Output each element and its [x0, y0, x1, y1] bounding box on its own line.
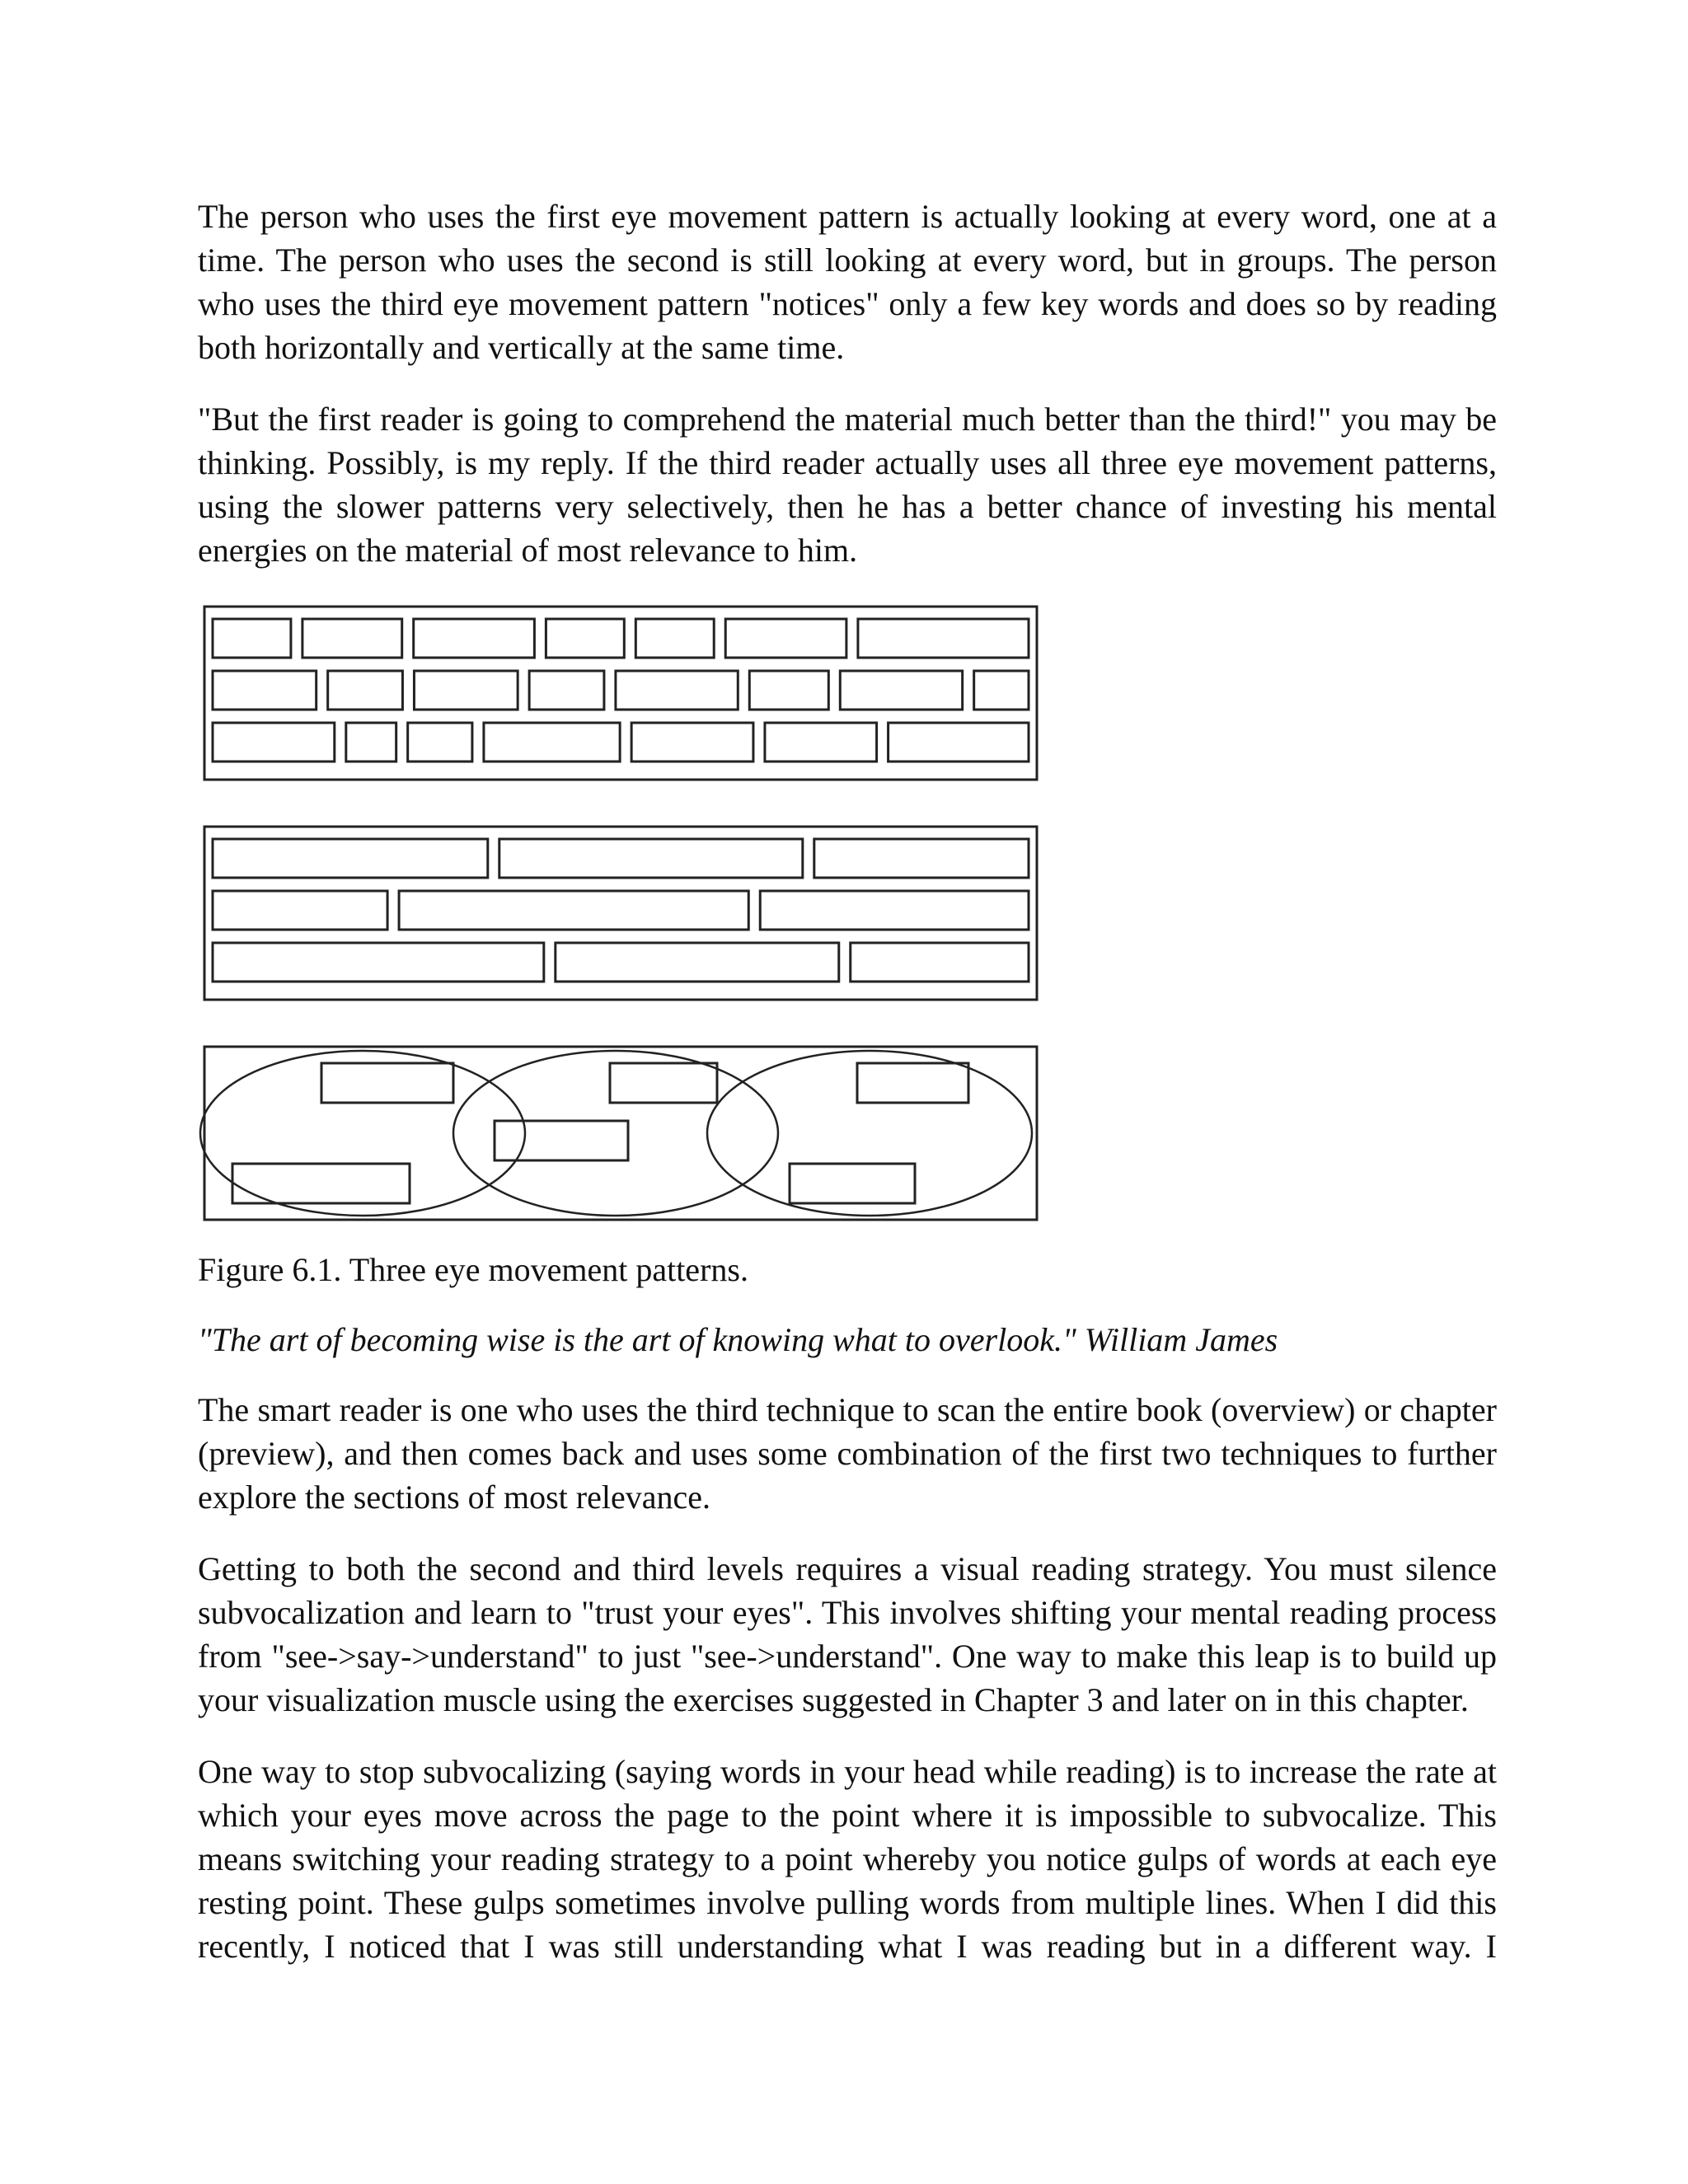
figure-caption: Figure 6.1. Three eye movement patterns. [198, 1251, 748, 1288]
pattern-3-panel [200, 1047, 1037, 1220]
word-box [346, 723, 396, 762]
word-box [889, 723, 1029, 762]
word-box [213, 723, 335, 762]
word-box [546, 619, 624, 658]
fixation-ellipse [707, 1051, 1032, 1216]
document-page [198, 194, 1497, 1968]
pattern-2-panel [204, 827, 1037, 1000]
word-box [213, 619, 291, 658]
fixation-ellipse [200, 1051, 525, 1216]
word-box [760, 891, 1029, 930]
word-box [725, 619, 846, 658]
word-box [213, 943, 544, 982]
word-box [851, 943, 1029, 982]
word-box [556, 943, 839, 982]
paragraph-eye-patterns-intro: The person who uses the first eye movement pattern is actually looking at every word, one at a time. The person who uses the second is still looking at every word, but in groups. The person who uses the third eye movement pattern "notices" only a few key words and does so by reading both horizontally and vertically at the same time. [198, 198, 1497, 366]
figure-eye-movement-patterns [198, 600, 1047, 1226]
paragraph-comprehension: "But the first reader is going to comprehend the material much better than the third!" you may be thinking. Possibly, is my reply. If the third reader actually uses all three eye movement patterns, using the slower patterns very selectively, then he has a better chance of investing his mental energies on the material of most relevance to him. [198, 401, 1497, 569]
word-box [328, 671, 403, 710]
word-box [484, 723, 620, 762]
word-box [749, 671, 828, 710]
word-box [414, 671, 518, 710]
word-box [408, 723, 472, 762]
word-box [631, 723, 753, 762]
word-box [495, 1121, 628, 1160]
word-box [765, 723, 877, 762]
paragraph-stop-subvocalizing: One way to stop subvocalizing (saying words in your head while reading) is to increase the rate at which your eyes move across the page to the point where it is impossible to subvocalize. This means switching your reading strategy to a point whereby you notice gulps of words at each eye resting point. These gulps sometimes involve pulling words from multiple lines. When I did this recently, I noticed that I was still understanding what I was reading but in a different way. I [198, 1753, 1497, 1965]
word-box [616, 671, 738, 710]
word-box [857, 1063, 968, 1103]
word-box [213, 891, 387, 930]
word-box [635, 619, 714, 658]
word-box [399, 891, 748, 930]
panel-frame [204, 827, 1037, 1000]
word-box [302, 619, 402, 658]
quote-william-james: "The art of becoming wise is the art of knowing what to overlook." William James [198, 1321, 1278, 1358]
pattern-1-panel [204, 607, 1037, 780]
word-box [213, 671, 316, 710]
word-box [529, 671, 604, 710]
word-box [858, 619, 1029, 658]
panel-frame [204, 1047, 1037, 1220]
word-box [414, 619, 535, 658]
paragraph-smart-reader: The smart reader is one who uses the third technique to scan the entire book (overview) or chapter (preview), and then comes back and uses some combination of the first two techniques to further explore the sections of most relevance. [198, 1391, 1497, 1516]
word-box [499, 839, 803, 878]
word-box [814, 839, 1029, 878]
word-box [790, 1164, 915, 1203]
word-box [321, 1063, 453, 1103]
fixation-ellipse [453, 1051, 778, 1216]
word-box [840, 671, 962, 710]
paragraph-visual-strategy: Getting to both the second and third levels requires a visual reading strategy. You must silence subvocalization and learn to "trust your eyes". This involves shifting your mental reading process from "see->say->understand" to just "see->understand". One way to make this leap is to build up your visualization muscle using the exercises suggested in Chapter 3 and later on in this chapter. [198, 1550, 1497, 1718]
word-box [974, 671, 1029, 710]
word-box [213, 839, 488, 878]
word-box [610, 1063, 717, 1103]
figure-diagram [198, 600, 1047, 1226]
